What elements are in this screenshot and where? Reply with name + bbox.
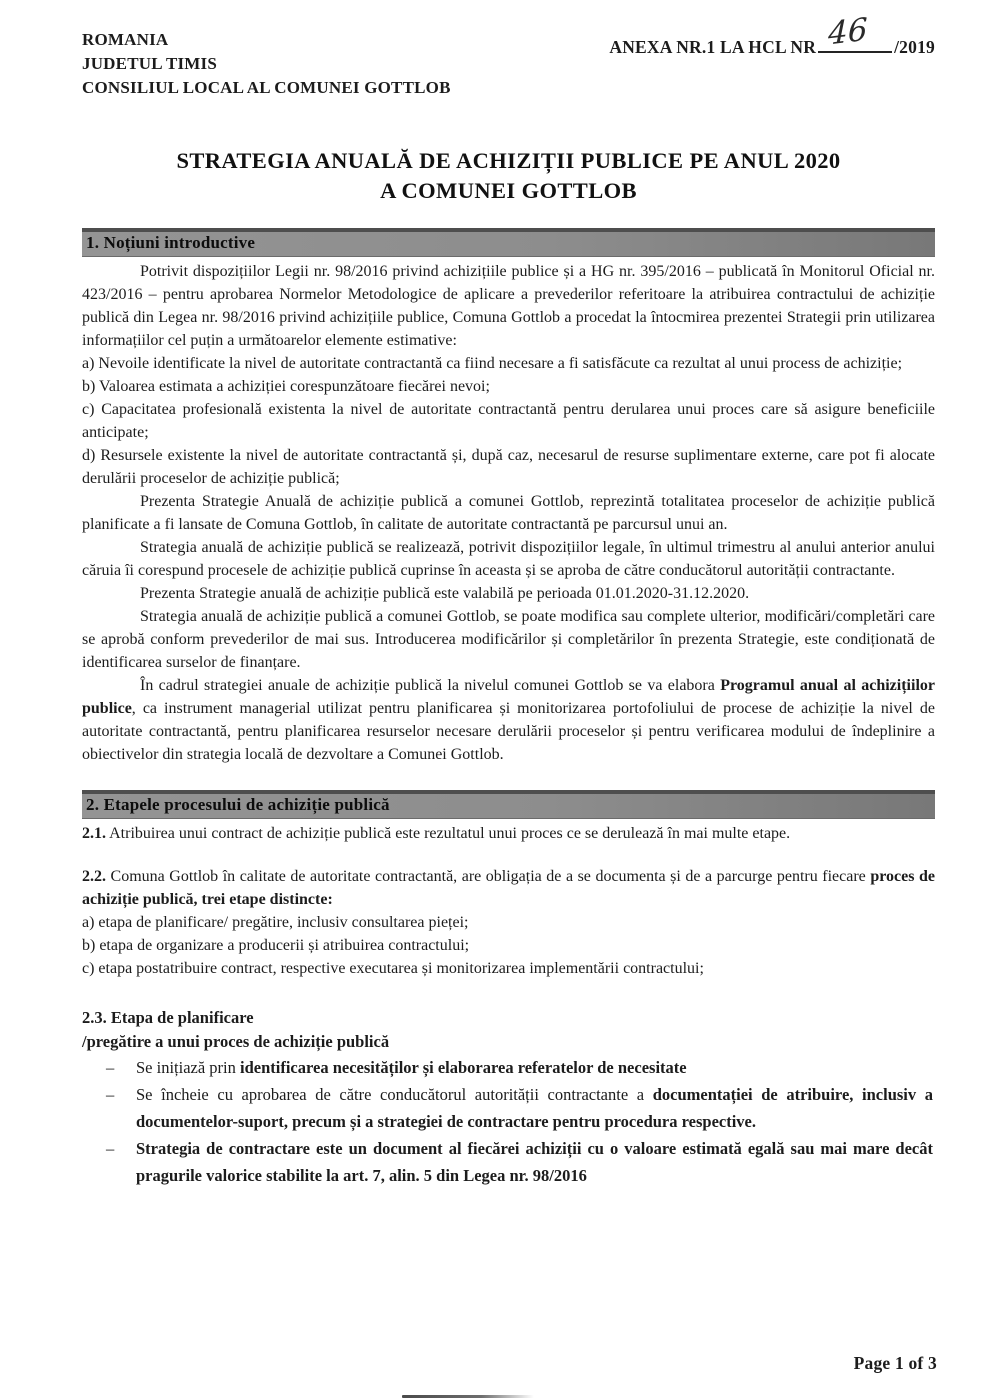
issuer-council: CONSILIUL LOCAL AL COMUNEI GOTTLOB (82, 78, 451, 97)
paragraph-annual-program: În cadrul strategiei anuale de achiziție publică la nivelul comunei Gottlob se va elabora Programul anual al achizițiilor publice, ca instrument managerial utilizat pentru planificarea și monitorizarea portofoliului de procese de achiziție la nivel de autoritate contractantă, pentru planificarea resurselor necesare derulării proceselor și pentru verificarea modului de îndeplinire a obiectivelor din strategia locală de dezvoltare a Comunei Gottlob. (82, 677, 935, 763)
dash-bullet-text: Se încheie cu aprobarea de către conducătorul autorității contractante a documentației de atribuire, inclusiv a documentelor-suport, precum și a strategiei de contractare pentru procedura respective. (136, 1085, 933, 1131)
paragraph-2-1: 2.1. Atribuirea unui contract de achiziție publică este rezultatul unui proces ce se derulează în mai multe etape. (82, 825, 791, 842)
heading-2-3-line1: 2.3. Etapa de planificare (82, 1008, 254, 1027)
dash-marker: – (106, 1058, 115, 1077)
dash-bullet-completion (82, 1081, 935, 1135)
issuer-country: ROMANIA (82, 30, 169, 49)
paragraph-modifications: Strategia anuală de achiziție publică a comunei Gottlob, se poate modifica sau complete ulterior, modificări/completări care se aprobă conform prevederilor de mai sus. Introducerea modificărilor și completărilor în prezenta Strategie, este condiționată de identificarea surselor de finanțare. (82, 608, 935, 671)
dash-bullet-text: Se inițiază prin identificarea necesităților și elaborarea referatelor de necesitate (136, 1058, 687, 1077)
dash-marker: – (106, 1085, 115, 1104)
list-item-b: b) Valoarea estimata a achiziției corespunzătoare fiecărei nevoi; (82, 378, 490, 395)
section2-body (82, 822, 935, 1189)
issuer-block (82, 28, 451, 100)
dash-bullet-initiation (82, 1054, 935, 1081)
paragraph-2-2: 2.2. Comuna Gottlob în calitate de autoritate contractantă, are obligația de a se documenta și de a parcurge pentru fiecare proces de achiziție publică, trei etape distincte: (82, 868, 936, 908)
dash-bullet-contract-strategy (82, 1135, 935, 1189)
annex-number-blank (818, 11, 892, 53)
dash-marker: – (106, 1139, 115, 1158)
heading-2-3-line2: /pregătire a unui proces de achiziție publică (82, 1032, 390, 1051)
page-number: Page 1 of 3 (853, 1353, 937, 1373)
stage-item-a: a) etapa de planificare/ pregătire, inclusiv consultarea pieței; (82, 914, 469, 931)
list-item-a: a) Nevoile identificate la nivel de autoritate contractantă ca fiind necesare a fi satisfăcute ca rezultat al unui process de achiziție; (82, 355, 903, 372)
section1-heading-bar: 1. Noțiuni introductive (82, 228, 935, 257)
paragraph-intro: Potrivit dispozițiilor Legii nr. 98/2016 privind achizițiile publice și a HG nr. 395/2016 – publicată în Monitorul Oficial nr. 423/2016 – pentru aprobarea Normelor Metodologice de aplicare a prevederilor referitoare la atribuirea contractului de achiziție publică din Legea nr. 98/2016 privind achizițiile publice, Comuna Gottlob a procedat la întocmirea prezentei Strategii prin utilizarea informațiilor cel puțin a următoarelor elemente estimative: (82, 263, 935, 349)
section2-heading-bar: 2. Etapele procesului de achiziție publică (82, 790, 935, 819)
paragraph-strategy-timing: Strategia anuală de achiziție publică se realizează, potrivit dispozițiilor legale, în ultimul trimestru al anului anterior anului căruia îi corespund procesele de achiziție publică cuprinse în aceasta și se aproba de către conducătorul autorității contractante. (82, 539, 935, 579)
paragraph-strategy-totality: Prezenta Strategie Anuală de achiziție publică a comunei Gottlob, reprezintă totalitatea proceselor de achiziție publică planificate a fi lansate de Comuna Gottlob, în calitate de autoritate contractantă pe parcursul unui an. (82, 493, 935, 533)
issuer-county: JUDETUL TIMIS (82, 54, 218, 73)
document-title-line2: A COMUNEI GOTTLOB (380, 178, 637, 203)
annex-reference (609, 11, 935, 58)
handwritten-number: 46 (827, 11, 869, 53)
annex-label: ANEXA NR.1 LA HCL NR (609, 37, 817, 57)
dash-bullet-text: Strategia de contractare este un document al fiecărei achiziții cu o valoare estimată egală sau mai mare decât pragurile valorice stabilite la art. 7, alin. 5 din Legea nr. 98/2016 (136, 1139, 933, 1185)
paragraph-validity-period: Prezenta Strategie anuală de achiziție publică este valabilă pe perioada 01.01.2020-31.12.2020. (140, 585, 750, 602)
page-header (82, 11, 935, 100)
stage-item-c: c) etapa postatribuire contract, respective executarea și monitorizarea implementării contractului; (82, 960, 704, 977)
list-item-d: d) Resursele existente la nivel de autoritate contractantă și, după caz, necesarul de resurse suplimentare externe, care pot fi alocate derulării proceselor de achiziție publică; (82, 447, 935, 487)
list-item-c: c) Capacitatea profesională existenta la nivel de autoritate contractantă pentru derularea unui proces care să asigure beneficiile anticipate; (82, 401, 935, 441)
section1-body (82, 260, 935, 766)
annex-year: /2019 (894, 37, 935, 57)
document-title (82, 146, 935, 206)
scan-artifact-bar (402, 1395, 534, 1398)
document-title-line1: STRATEGIA ANUALĂ DE ACHIZIȚII PUBLICE PE ANUL 2020 (176, 148, 841, 173)
stage-item-b: b) etapa de organizare a producerii și atribuirea contractului; (82, 937, 470, 954)
